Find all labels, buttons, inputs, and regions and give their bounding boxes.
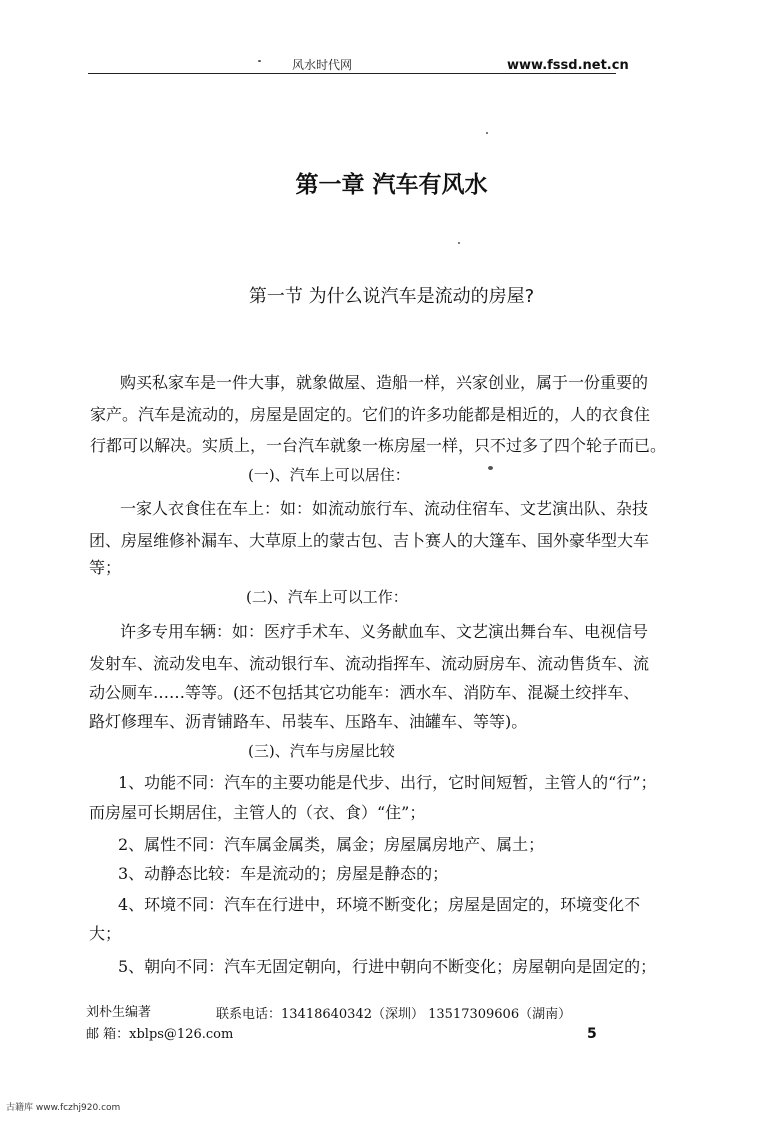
scan-speck (458, 242, 460, 244)
p3-line-7: 5、朝向不同：汽车无固定朝向，行进中朝向不断变化；房屋朝向是固定的； (118, 957, 657, 976)
intro-line-2: 家产。汽车是流动的，房屋是固定的。它们的许多功能都是相近的，人的衣食住 (90, 405, 651, 424)
p3-line-5: 4、环境不同：汽车在行进中，环境不断变化；房屋是固定的，环境变化不 (118, 895, 641, 914)
p3-line-3: 2、属性不同：汽车属金属类，属金；房屋属房地产、属土； (118, 835, 545, 854)
p1-line-3: 等； (89, 558, 122, 577)
p2-line-3: 动公厕车……等等。(还不包括其它功能车：洒水车、消防车、混凝土绞拌车、 (89, 683, 640, 702)
p2-line-2: 发射车、流动发电车、流动银行车、流动指挥车、流动厨房车、流动售货车、流 (89, 654, 650, 673)
p2-line-4: 路灯修理车、沥青铺路车、吊装车、压路车、油罐车、等等)。 (89, 712, 528, 731)
subheading-3: (三)、汽车与房屋比较 (248, 742, 395, 760)
footer-author: 刘朴生编著 (86, 1005, 152, 1020)
p3-line-4: 3、动静态比较：车是流动的；房屋是静态的； (118, 864, 449, 883)
p3-line-6: 大； (89, 924, 122, 943)
subheading-1: (一)、汽车上可以居住： (248, 466, 410, 484)
chapter-title: 第一章 汽车有风水 (295, 172, 488, 198)
p1-line-2: 团、房屋维修补漏车、大草原上的蒙古包、吉卜赛人的大篷车、国外豪华型大车 (89, 531, 650, 550)
p2-line-1: 许多专用车辆：如：医疗手术车、义务献血车、文艺演出舞台车、电视信号 (120, 622, 649, 641)
subheading-2: (二)、汽车上可以工作： (246, 588, 408, 606)
page-number: 5 (587, 1026, 597, 1042)
p3-line-1: 1、功能不同：汽车的主要功能是代步、出行，它时间短暂，主管人的“行”； (118, 773, 657, 792)
scan-speck (258, 60, 261, 62)
footer-phone: 联系电话：13418640342（深圳） 13517309606（湖南） (216, 1007, 572, 1022)
footer-email: 邮 箱：xblps@126.com (86, 1027, 234, 1042)
scan-speck (488, 466, 493, 470)
header-rule (88, 73, 616, 74)
section-title: 第一节 为什么说汽车是流动的房屋? (248, 286, 535, 307)
scan-speck (486, 132, 488, 134)
intro-line-3: 行都可以解决。实质上，一台汽车就象一栋房屋一样，只不过多了四个轮子而已。 (90, 436, 667, 455)
p3-line-2: 而房屋可长期居住，主管人的（衣、食）“住”； (89, 803, 426, 822)
watermark-text: 古籍库 www.fczhj920.com (6, 1103, 121, 1113)
p1-line-1: 一家人衣食住在车上：如：如流动旅行车、流动住宿车、文艺演出队、杂技 (120, 499, 649, 518)
intro-line-1: 购买私家车是一件大事，就象做屋、造船一样，兴家创业，属于一份重要的 (120, 373, 649, 392)
header-url: www.fssd.net.cn (507, 58, 629, 73)
header-site-name: 风水时代网 (292, 58, 353, 72)
